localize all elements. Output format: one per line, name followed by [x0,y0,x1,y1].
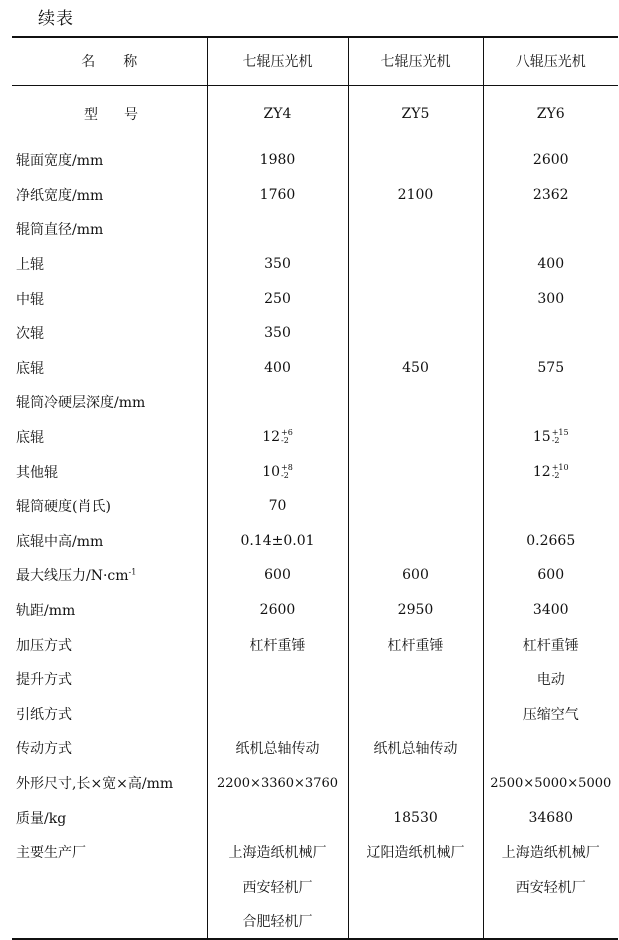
row-label: 次辊 [16,326,44,343]
row-label: 中辊 [16,291,44,308]
cell-col1: 杠杆重锤 [207,627,348,662]
cell-col2: 2100 [348,178,483,213]
table-row [12,731,618,766]
cell-col3: 2362 [483,178,618,213]
cell-col3: ZY6 [483,85,618,143]
row-label: 其他辊 [16,464,58,481]
cell-col3 [483,904,618,939]
cell-col1 [207,800,348,835]
cell-col2: 2950 [348,593,483,628]
cell-col2: 纸机总轴传动 [348,731,483,766]
row-label: 上辊 [16,257,44,274]
table-row [12,316,618,351]
table-row [12,351,618,386]
cell-col3: 34680 [483,800,618,835]
table-row [12,212,618,247]
tolerance: +6 -2 [281,428,293,446]
cell-col2 [348,212,483,247]
row-label: 加压方式 [16,637,72,654]
cell-col3 [483,731,618,766]
cell-col3 [483,212,618,247]
cell-col1 [207,385,348,420]
cell-col2 [348,281,483,316]
cell-col1: 上海造纸机械厂 [207,835,348,870]
cell-col3: 400 [483,247,618,282]
table-row [12,143,618,178]
cell-col2: 辽阳造纸机械厂 [348,835,483,870]
tolerance: +10 -2 [551,462,569,480]
cell-col1: 0.14±0.01 [207,524,348,559]
table-row [12,662,618,697]
table-row [12,385,618,420]
table-row [12,558,618,593]
cell-col1 [207,662,348,697]
cell-col2 [348,316,483,351]
row-label: 底辊 [16,430,44,447]
cell-col2 [348,385,483,420]
table-row [12,904,618,939]
cell-col1: 1760 [207,178,348,213]
cell-col3: 575 [483,351,618,386]
cell-col3 [483,385,618,420]
cell-col1: ZY4 [207,85,348,143]
row-label: 辊筒冷硬层深度/mm [16,395,146,412]
row-label: 外形尺寸,长×宽×高/mm [16,775,174,792]
cell-col3 [483,489,618,524]
spec-table [12,36,618,940]
cell-col3: 15 +15 -2 [483,420,618,455]
header-col1: 七辊压光机 [207,37,348,85]
cell-col2 [348,904,483,939]
cell-col2 [348,143,483,178]
header-col2: 七辊压光机 [348,37,483,85]
cell-col1: 1980 [207,143,348,178]
cell-col1: 2600 [207,593,348,628]
cell-col2 [348,489,483,524]
cell-col2 [348,420,483,455]
cell-col3: 2500×5000×5000 [483,766,618,801]
header-name: 名称 [12,37,207,85]
header-col3: 八辊压光机 [483,37,618,85]
table-row [12,454,618,489]
table-row [12,766,618,801]
row-label: 辊筒硬度(肖氏) [16,499,111,516]
table-row [12,869,618,904]
table-row [12,247,618,282]
row-label [12,869,207,904]
row-label: 引纸方式 [16,706,72,723]
cell-col2 [348,869,483,904]
table-body [12,85,618,939]
cell-col2: ZY5 [348,85,483,143]
cell-col1: 350 [207,316,348,351]
header-row [12,37,618,85]
cell-col3: 上海造纸机械厂 [483,835,618,870]
cell-col3: 3400 [483,593,618,628]
cell-col2: 600 [348,558,483,593]
cell-col2 [348,524,483,559]
row-label: 质量/kg [16,810,67,827]
row-label: 底辊中高/mm [16,533,104,550]
cell-col2 [348,697,483,732]
cell-col2: 450 [348,351,483,386]
row-label: 辊筒直径/mm [16,222,104,239]
row-label: 提升方式 [16,672,72,689]
cell-col2 [348,766,483,801]
table-row [12,800,618,835]
cell-col1 [207,212,348,247]
table-row [12,85,618,143]
table-row [12,489,618,524]
cell-col3 [483,316,618,351]
row-label: 型号 [84,107,164,124]
row-label: 轨距/mm [16,603,76,620]
row-label [12,904,207,939]
table-row [12,281,618,316]
cell-col1: 350 [207,247,348,282]
cell-col3: 杠杆重锤 [483,627,618,662]
table-row [12,420,618,455]
table-header [12,37,618,85]
row-label: 传动方式 [16,741,72,758]
table-row [12,178,618,213]
cell-col3: 西安轻机厂 [483,869,618,904]
tolerance: +15 -2 [551,428,569,446]
cell-col1: 12 +6 -2 [207,420,348,455]
cell-col1: 合肥轻机厂 [207,904,348,939]
table-row [12,697,618,732]
cell-col1: 250 [207,281,348,316]
cell-col1 [207,697,348,732]
row-label: 净纸宽度/mm [16,187,104,204]
row-label: 底辊 [16,360,44,377]
cell-col3: 600 [483,558,618,593]
cell-col2: 18530 [348,800,483,835]
cell-col1: 70 [207,489,348,524]
cell-col3: 300 [483,281,618,316]
cell-col3: 12 +10 -2 [483,454,618,489]
cell-col1: 2200×3360×3760 [207,766,348,801]
continued-caption: 续表 [38,9,74,29]
cell-col3: 2600 [483,143,618,178]
cell-col1: 西安轻机厂 [207,869,348,904]
cell-col3: 0.2665 [483,524,618,559]
cell-col2 [348,662,483,697]
tolerance: +8 -2 [281,462,293,480]
table-row [12,627,618,662]
cell-col1: 600 [207,558,348,593]
cell-col1: 纸机总轴传动 [207,731,348,766]
table-row [12,593,618,628]
cell-col2 [348,454,483,489]
row-label: 主要生产厂 [16,845,86,862]
table-row [12,524,618,559]
cell-col1: 10 +8 -2 [207,454,348,489]
cell-col1: 400 [207,351,348,386]
row-label: 辊面宽度/mm [16,153,104,170]
cell-col2: 杠杆重锤 [348,627,483,662]
cell-col2 [348,247,483,282]
table-row [12,835,618,870]
cell-col3: 电动 [483,662,618,697]
cell-col3: 压缩空气 [483,697,618,732]
unit-exponent: -1 [128,567,137,577]
row-label: 最大线压力$/N\cdot cm^{-1}$ [16,567,137,585]
